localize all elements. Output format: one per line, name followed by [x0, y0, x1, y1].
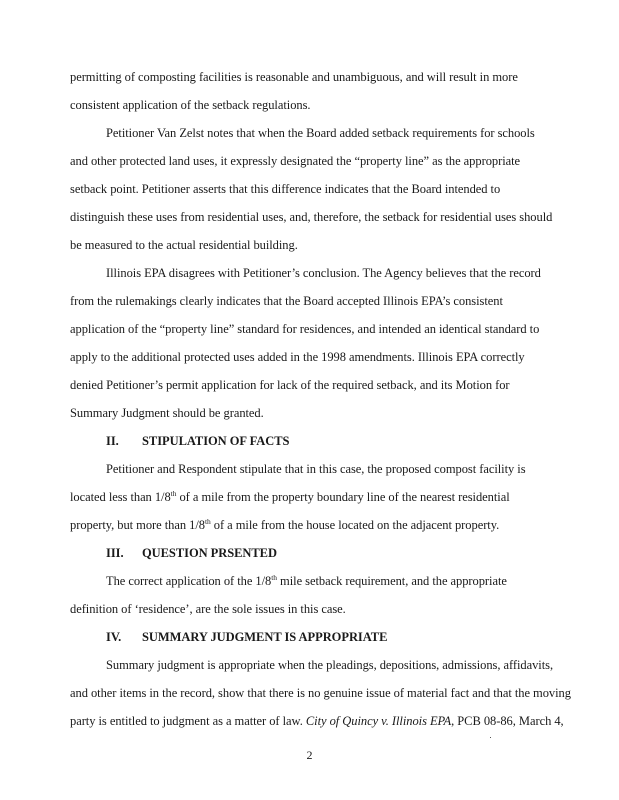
- body-line: [70, 517, 549, 533]
- body-line: from the rulemakings clearly indicates that the Board accepted Illinois EPA’s consistent: [70, 294, 503, 308]
- text-run: of a mile from the house located on the adjacent property.: [210, 518, 500, 532]
- body-line: consistent application of the setback regulations.: [70, 98, 311, 112]
- body-line: [106, 573, 549, 589]
- section-title: SUMMARY JUDGMENT IS APPROPRIATE: [142, 630, 388, 644]
- body-line: Summary Judgment should be granted.: [70, 406, 264, 420]
- text-run: mile setback requirement, and the appropriate: [276, 574, 507, 588]
- ordinal-superscript: th: [204, 517, 211, 526]
- section-heading-question: [106, 545, 549, 561]
- text-run: property, but more than 1/8: [70, 518, 205, 532]
- body-line: and other protected land uses, it expressly designated the “property line” as the appropriate: [70, 154, 521, 168]
- body-line: apply to the additional protected uses added in the 1998 amendments. Illinois EPA correctly: [70, 350, 525, 364]
- section-heading-stipulation: [106, 433, 549, 449]
- ordinal-superscript: th: [170, 489, 177, 498]
- ordinal-superscript: th: [271, 573, 277, 582]
- text-run: of a mile from the property boundary line of the nearest residential: [176, 490, 510, 504]
- body-line: definition of ‘residence’, are the sole issues in this case.: [70, 602, 346, 616]
- body-line: denied Petitioner’s permit application for lack of the required setback, and its Motion for: [70, 378, 510, 392]
- section-number: II.: [106, 434, 119, 448]
- body-line: Illinois EPA disagrees with Petitioner’s conclusion. The Agency believes that the record: [106, 266, 541, 280]
- text-run: party is entitled to judgment as a matter of law.: [70, 714, 306, 728]
- section-title: STIPULATION OF FACTS: [142, 434, 290, 448]
- body-line: [70, 713, 564, 729]
- section-heading-summary-judgment: [106, 629, 549, 645]
- text-run: , PCB 08-86, March 4,: [451, 714, 564, 728]
- body-line: and other items in the record, show that there is no genuine issue of material fact and that the moving: [70, 686, 571, 700]
- page-number: 2: [306, 748, 313, 762]
- text-run: The correct application of the 1/8: [106, 574, 272, 588]
- body-line: Summary judgment is appropriate when the pleadings, depositions, admissions, affidavits,: [106, 658, 554, 672]
- body-line: be measured to the actual residential building.: [70, 238, 298, 252]
- section-title: QUESTION PRSENTED: [142, 546, 277, 560]
- body-line: Petitioner and Respondent stipulate that in this case, the proposed compost facility is: [106, 462, 526, 476]
- body-line: application of the “property line” standard for residences, and intended an identical standard to: [70, 322, 540, 336]
- text-run: located less than 1/8: [70, 490, 171, 504]
- section-number: III.: [106, 546, 124, 560]
- body-line: Petitioner Van Zelst notes that when the Board added setback requirements for schools: [106, 126, 535, 140]
- body-line: setback point. Petitioner asserts that this difference indicates that the Board intended to: [70, 182, 501, 196]
- scan-speck: [490, 737, 491, 738]
- body-line: distinguish these uses from residential uses, and, therefore, the setback for residential uses should: [70, 210, 553, 224]
- case-citation: City of Quincy v. Illinois EPA: [305, 714, 452, 728]
- body-line: [70, 489, 549, 505]
- body-line: permitting of composting facilities is reasonable and unambiguous, and will result in more: [70, 70, 518, 84]
- section-number: IV.: [106, 630, 122, 644]
